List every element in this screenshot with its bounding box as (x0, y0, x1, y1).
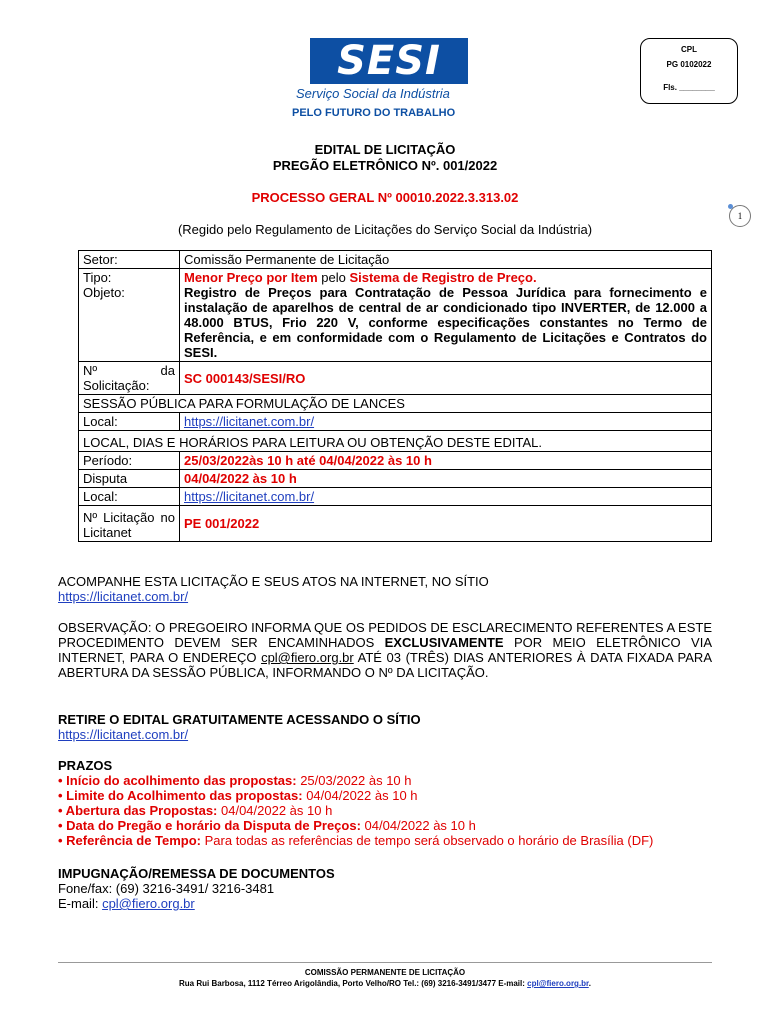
prazo-label: • Início do acolhimento das propostas: (58, 773, 297, 788)
acompanhe-section (58, 574, 712, 604)
local2-cell (180, 488, 712, 506)
periodo-value: 25/03/2022às 10 h até 04/04/2022 às 10 h (180, 452, 712, 470)
list-item (58, 833, 712, 848)
licitacao-value: PE 001/2022 (180, 506, 712, 542)
impugnacao-email-link[interactable]: cpl@fiero.org.br (102, 896, 195, 911)
tipo-part3: Sistema de Registro de Preço. (349, 270, 537, 285)
table-row (79, 413, 712, 431)
disputa-value: 04/04/2022 às 10 h (180, 470, 712, 488)
footer-email-link[interactable]: cpl@fiero.org.br (527, 979, 589, 988)
observacao-part1: OBSERVAÇÃO: O PREGOEIRO INFORMA QUE OS PEDIDOS DE ESCLARECIMENTO REFERENTES A ESTE PROCEDIMENTO DEVEM SER ENCAMINHADOS (58, 620, 712, 650)
cpl-line3: Fls. ________ (663, 83, 715, 92)
observacao-section (58, 620, 712, 680)
disputa-label: Disputa (79, 470, 180, 488)
table-row (79, 488, 712, 506)
tipo-part2: pelo (317, 270, 350, 285)
footer-line2 (0, 979, 770, 988)
footer-address: Rua Rui Barbosa, 1112 Térreo Arigolândia, Porto Velho/RO Tel.: (69) 3216-3491/3477 E-mail: (179, 979, 528, 988)
observacao-email-link[interactable]: cpl@fiero.org.br (261, 650, 354, 665)
info-table (78, 250, 712, 542)
prazo-label: • Abertura das Propostas: (58, 803, 218, 818)
local2-link[interactable]: https://licitanet.com.br/ (184, 489, 315, 504)
licitacao-label: Nº Licitação no Licitanet (79, 506, 180, 542)
local2-label: Local: (79, 488, 180, 506)
logo-text: SESI (337, 38, 441, 84)
objeto-label: Objeto: (83, 285, 125, 300)
table-row (79, 251, 712, 269)
local-label: Local: (79, 413, 180, 431)
setor-label: Setor: (79, 251, 180, 269)
sesi-logo (310, 38, 468, 84)
title-line2: PREGÃO ELETRÔNICO Nº. 001/2022 (272, 158, 498, 173)
impugnacao-email-line (58, 896, 712, 911)
prazo-value: 04/04/2022 às 10 h (217, 803, 333, 818)
prazo-label: • Referência de Tempo: (58, 833, 202, 848)
acompanhe-link[interactable]: https://licitanet.com.br/ (58, 589, 189, 604)
list-item (58, 803, 712, 818)
tipo-value (184, 270, 707, 285)
list-item (58, 773, 712, 788)
logo-subtitle: Serviço Social da Indústria (296, 86, 450, 101)
prazo-value: 04/04/2022 às 10 h (302, 788, 418, 803)
solicitacao-value: SC 000143/SESI/RO (180, 362, 712, 395)
list-item (58, 788, 712, 803)
table-row (79, 470, 712, 488)
table-row (79, 506, 712, 542)
page-number: 1 (729, 205, 751, 227)
impugnacao-heading: IMPUGNAÇÃO/REMESSA DE DOCUMENTOS (58, 866, 335, 881)
footer-end: . (588, 979, 591, 988)
tipo-objeto-labels (79, 269, 180, 362)
cpl-line2: PG 0102022 (666, 60, 712, 69)
table-row (79, 395, 712, 413)
tipo-part1: Menor Preço por Item (184, 270, 318, 285)
impugnacao-email-label: E-mail: (58, 896, 103, 911)
tipo-label: Tipo: (83, 270, 112, 285)
retire-text: RETIRE O EDITAL GRATUITAMENTE ACESSANDO O SÍTIO (58, 712, 421, 727)
objeto-value: Registro de Preços para Contratação de Pessoa Jurídica para fornecimento e instalação de aparelhos de central de ar condicionado tipo INVERTER, de 12.000 a 48.000 BTUS, Frio 220 V, conforme especificações constantes no Termo de Referência, e em conformidade com o Regulamento de Licitações e Contratos do SESI. (184, 285, 707, 360)
impugnacao-section (58, 866, 712, 911)
table-row (79, 362, 712, 395)
setor-value: Comissão Permanente de Licitação (180, 251, 712, 269)
prazo-value: 25/03/2022 às 10 h (296, 773, 412, 788)
processo-geral: PROCESSO GERAL Nº 00010.2022.3.313.02 (251, 190, 519, 205)
tipo-objeto-values (180, 269, 712, 362)
table-row (79, 452, 712, 470)
table-row (79, 269, 712, 362)
title-line1: EDITAL DE LICITAÇÃO (314, 142, 456, 157)
list-item (58, 818, 712, 833)
sessao-header: SESSÃO PÚBLICA PARA FORMULAÇÃO DE LANCES (79, 395, 712, 413)
observacao-part3: ATÉ 03 (TRÊS) DIAS ANTERIORES À DATA FIXADA PARA ABERTURA DA SESSÃO PÚBLICA, INFORMANDO O Nº DA LICITAÇÃO. (58, 650, 712, 680)
prazo-value: 04/04/2022 às 10 h (360, 818, 476, 833)
periodo-label: Período: (79, 452, 180, 470)
retire-section (58, 712, 712, 742)
observacao-bold: EXCLUSIVAMENTE (384, 635, 504, 650)
logo-tagline: PELO FUTURO DO TRABALHO (292, 107, 456, 119)
retire-link[interactable]: https://licitanet.com.br/ (58, 727, 189, 742)
cpl-stamp (640, 38, 738, 104)
prazo-label: • Data do Pregão e horário da Disputa de Preços: (58, 818, 361, 833)
acompanhe-text: ACOMPANHE ESTA LICITAÇÃO E SEUS ATOS NA INTERNET, NO SÍTIO (58, 574, 489, 589)
solicitacao-label: Nº da Solicitação: (79, 362, 180, 395)
cpl-line1: CPL (681, 45, 697, 54)
footer-divider (58, 962, 712, 963)
prazo-label: • Limite do Acolhimento das propostas: (58, 788, 303, 803)
local-link[interactable]: https://licitanet.com.br/ (184, 414, 315, 429)
footer-line1: COMISSÃO PERMANENTE DE LICITAÇÃO (304, 968, 466, 977)
observacao-part2: POR MEIO ELETRÔNICO VIA INTERNET, PARA O ENDEREÇO (58, 635, 712, 665)
prazos-heading: PRAZOS (58, 758, 113, 773)
prazos-section (58, 758, 712, 848)
local-header: LOCAL, DIAS E HORÁRIOS PARA LEITURA OU OBTENÇÃO DESTE EDITAL. (79, 431, 712, 452)
regido-text: (Regido pelo Regulamento de Licitações do Serviço Social da Indústria) (177, 222, 593, 237)
local-cell (180, 413, 712, 431)
table-row (79, 431, 712, 452)
impugnacao-fone: Fone/fax: (69) 3216-3491/ 3216-3481 (58, 881, 275, 896)
prazo-value: Para todas as referências de tempo será observado o horário de Brasília (DF) (201, 833, 654, 848)
